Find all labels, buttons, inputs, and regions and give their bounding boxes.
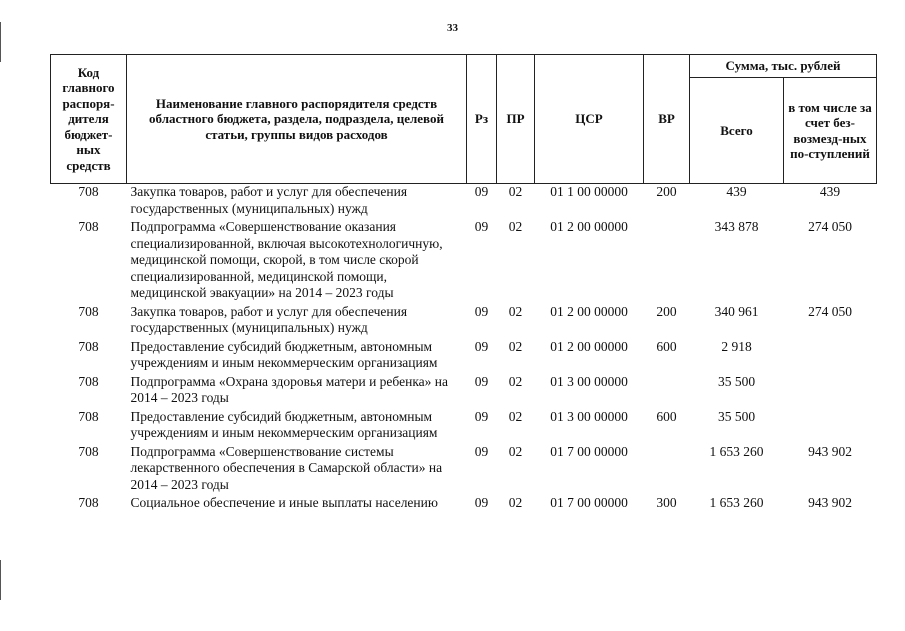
table-row — [51, 409, 877, 444]
cell-pr: 02 — [508, 495, 523, 510]
cell-csr: 01 1 00 00000 — [550, 184, 628, 199]
cell-rz: 09 — [474, 408, 489, 424]
cell-rz: 09 — [474, 338, 489, 354]
cell-total: 439 — [726, 184, 747, 199]
cell-name: Закупка товаров, работ и услуг для обеспечения государственных (муниципальных) нужд — [130, 184, 408, 216]
cell-csr: 01 7 00 00000 — [550, 495, 628, 510]
cell-pr: 02 — [508, 373, 523, 389]
cell-code: 708 — [78, 495, 99, 510]
cell-total: 1 653 260 — [709, 443, 764, 459]
header-nonfree: в том числе за счет без-возмезд-ных по-ступлений — [784, 78, 877, 184]
cell-rz: 09 — [474, 219, 489, 234]
cell-nonfree: 274 050 — [808, 303, 852, 319]
header-name: Наименование главного распорядителя средств областного бюджета, раздела, подраздела, целевой статьи, группы видов расходов — [127, 55, 467, 184]
cell-code: 708 — [78, 184, 99, 199]
cell-name: Подпрограмма «Совершенствование системы лекарственного обеспечения в Самарской области» на 2014 – 2023 годы — [130, 443, 443, 492]
cell-csr: 01 7 00 00000 — [550, 443, 628, 459]
cell-nonfree: 943 902 — [808, 495, 852, 510]
header-total: Всего — [690, 78, 784, 184]
cell-pr: 02 — [508, 443, 523, 459]
cell-code: 708 — [78, 408, 99, 424]
table-row — [51, 184, 877, 220]
header-pr: ПР — [497, 55, 535, 184]
table-row — [51, 374, 877, 409]
cell-rz: 09 — [474, 373, 489, 389]
cell-vr: 300 — [656, 495, 677, 510]
cell-rz: 09 — [474, 303, 489, 319]
cell-name: Предоставление субсидий бюджетным, автономным учреждениям и иным некоммерческим организациям — [130, 408, 438, 440]
cell-rz: 09 — [474, 184, 489, 199]
cell-vr: 200 — [656, 184, 677, 199]
cell-name: Подпрограмма «Совершенствование оказания специализированной, включая высокотехнологичную, медицинской помощи, скорой, в том числе скорой специализированной, медицинской помощи, медицинской эвакуации» на 2014 – 2023 годы — [130, 219, 443, 300]
cell-rz: 09 — [474, 443, 489, 459]
cell-csr: 01 3 00 00000 — [550, 408, 628, 424]
table-body — [51, 184, 877, 514]
cell-csr: 01 2 00 00000 — [550, 338, 628, 354]
cell-nonfree — [784, 339, 877, 374]
header-rz: Рз — [467, 55, 497, 184]
cell-pr: 02 — [508, 184, 523, 199]
table-row — [51, 444, 877, 496]
table-row — [51, 495, 877, 514]
cell-total: 35 500 — [717, 408, 756, 424]
cell-vr: 200 — [656, 303, 677, 319]
cell-pr: 02 — [508, 408, 523, 424]
cell-pr: 02 — [508, 338, 523, 354]
cell-vr: 600 — [656, 408, 677, 424]
cell-nonfree: 274 050 — [808, 219, 852, 234]
cell-vr: 600 — [656, 338, 677, 354]
cell-csr: 01 3 00 00000 — [550, 373, 628, 389]
cell-code: 708 — [78, 219, 99, 234]
cell-total: 35 500 — [717, 373, 756, 389]
cell-code: 708 — [78, 303, 99, 319]
cell-nonfree — [784, 409, 877, 444]
cell-rz: 09 — [474, 495, 489, 510]
header-code: Код главного распоря-дителя бюджет-ных средств — [51, 55, 127, 184]
cell-name: Закупка товаров, работ и услуг для обеспечения государственных (муниципальных) нужд — [130, 303, 408, 335]
cell-vr — [644, 374, 690, 409]
cell-nonfree: 439 — [819, 184, 841, 199]
scan-margin-line-bottom — [0, 560, 1, 600]
table-row — [51, 339, 877, 374]
cell-vr — [644, 444, 690, 496]
cell-nonfree — [784, 374, 877, 409]
cell-name: Социальное обеспечение и иные выплаты населению — [130, 495, 438, 510]
cell-csr: 01 2 00 00000 — [550, 303, 628, 319]
cell-vr — [644, 219, 690, 304]
cell-csr: 01 2 00 00000 — [550, 219, 628, 234]
header-csr: ЦСР — [535, 55, 644, 184]
cell-total: 340 961 — [714, 303, 759, 319]
table-row — [51, 219, 877, 304]
cell-nonfree: 943 902 — [808, 443, 852, 459]
cell-total: 1 653 260 — [709, 495, 764, 510]
cell-name: Подпрограмма «Охрана здоровья матери и ребенка» на 2014 – 2023 годы — [130, 373, 449, 405]
cell-total: 343 878 — [714, 219, 759, 234]
table-row — [51, 304, 877, 339]
cell-code: 708 — [78, 338, 99, 354]
header-vr: ВР — [644, 55, 690, 184]
header-sum: Сумма, тыс. рублей — [690, 55, 877, 78]
cell-code: 708 — [78, 373, 99, 389]
cell-total: 2 918 — [721, 338, 752, 354]
cell-pr: 02 — [508, 219, 523, 234]
page-number: 33 — [447, 22, 458, 34]
budget-table — [50, 54, 877, 514]
cell-pr: 02 — [508, 303, 523, 319]
cell-name: Предоставление субсидий бюджетным, автономным учреждениям и иным некоммерческим организациям — [130, 338, 438, 370]
cell-code: 708 — [78, 443, 99, 459]
